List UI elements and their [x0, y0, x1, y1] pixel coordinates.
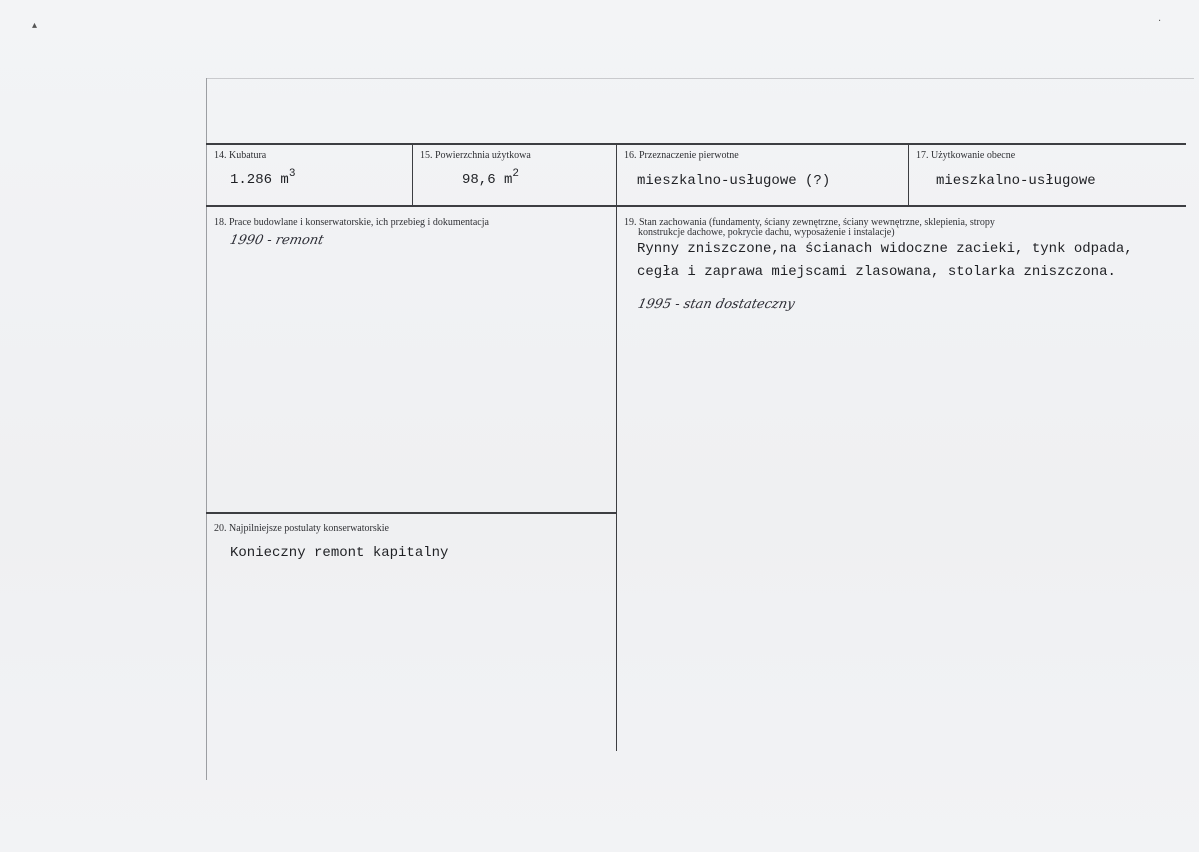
row1-bottom-rule [206, 205, 1186, 207]
field-19-handwritten-note: 1995 - stan dostateczny [636, 297, 797, 312]
field-19-label-line2: konstrukcje dachowe, pokrycie dachu, wyposażenie i instalacje) [638, 227, 895, 238]
field-19-text-line1: Rynny zniszczone,na ścianach widoczne zacieki, tynk odpada, [637, 241, 1133, 257]
frame-left-border [206, 78, 207, 780]
field-15-label: 15. Powierzchnia użytkowa [420, 150, 531, 161]
field-18-label: 18. Prace budowlane i konserwatorskie, ich przebieg i dokumentacja [214, 217, 489, 228]
field-19-text-line2: cegła i zaprawa miejscami zlasowana, stolarka zniszczona. [637, 264, 1116, 280]
scan-artifact-mark: · [1158, 16, 1162, 27]
field-17-value: mieszkalno-usługowe [936, 173, 1096, 189]
field-16-value: mieszkalno-usługowe (?) [637, 173, 831, 189]
field-20-value: Konieczny remont kapitalny [230, 545, 449, 561]
field-20-label: 20. Najpilniejsze postulaty konserwatorskie [214, 523, 389, 534]
divider-main-vertical [616, 144, 617, 751]
divider-14-15 [412, 144, 413, 205]
field-19-label-line1: 19. Stan zachowania (fundamenty, ściany zewnętrzne, ściany wewnętrzne, sklepienia, stropy [624, 217, 995, 228]
divider-16-17 [908, 144, 909, 205]
field-14-value: 1.286 $m^3$ [230, 168, 296, 188]
row1-top-rule [206, 143, 1186, 145]
field-17-label: 17. Użytkowanie obecne [916, 150, 1016, 161]
frame-top-border [206, 78, 1194, 79]
divider-18-20 [206, 512, 616, 514]
field-15-value: 98,6 $m^2$ [462, 168, 520, 188]
field-16-label: 16. Przeznaczenie pierwotne [624, 150, 739, 161]
field-14-label: 14. Kubatura [214, 150, 267, 161]
scan-artifact-mark: ▴ [32, 20, 38, 31]
field-18-handwritten-note: 1990 - remont [228, 233, 326, 248]
